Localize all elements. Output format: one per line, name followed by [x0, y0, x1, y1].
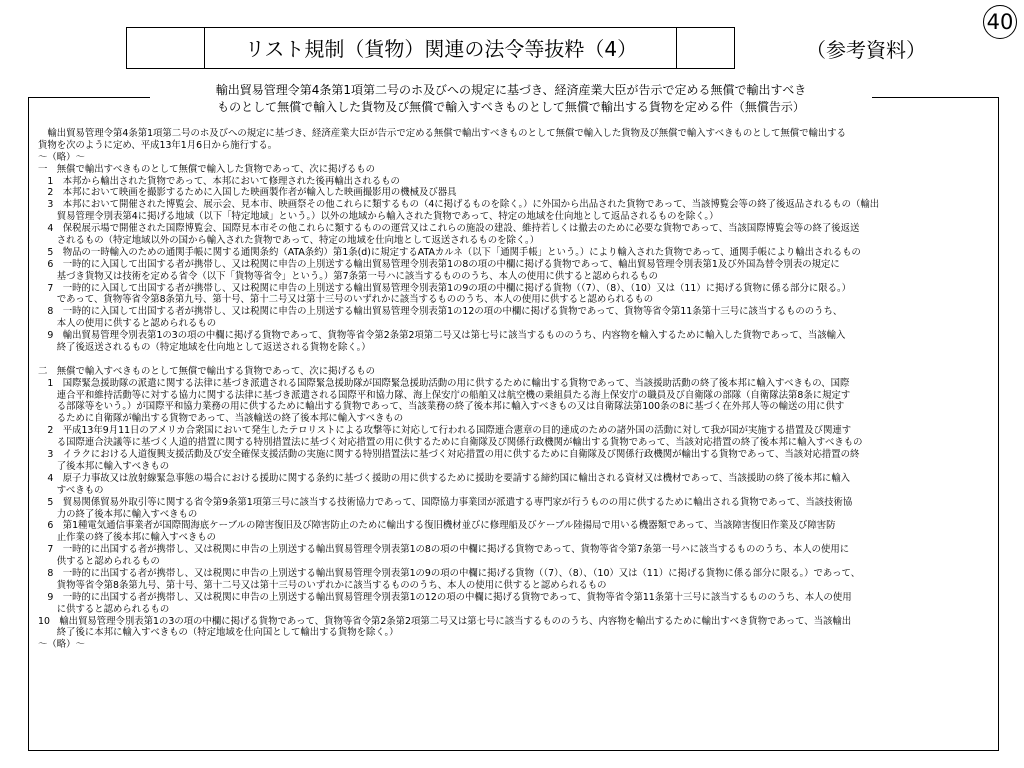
- body-line: に供すると認められるもの: [38, 603, 170, 615]
- body-line: 8 一時的に出国する者が携帯し、又は税関に申告の上別送する輸出貿易管理令別表第1の9の項の中欄に掲げる貨物（（7）、（8）、（10）又は（11）に掲げる貨物に係る部分に限る。）であって、: [38, 567, 861, 579]
- body-line: 連合平和維持活動等に対する協力に関する法律に基づき派遣される国際平和協力隊、海上保安庁の船舶又は航空機の乗組員たる海上保安庁の職員及び自衛隊の部隊（自衛隊法第8条に規定す: [38, 389, 851, 401]
- body-line: 供すると認められるもの: [38, 556, 160, 568]
- body-line: 終了後返送されるもの（特定地域を仕向地として返送される貨物を除く。）: [38, 342, 371, 354]
- body-line: 5 物品の一時輸入のための通関手帳に関する通関条約（ATA条約）第1条(d)に規定するATAカルネ（以下「通関手帳」という。）により輸入された貨物であって、通関手帳により輸出されるもの: [38, 246, 861, 258]
- body-line: 7 一時的に出国する者が携帯し、又は税関に申告の上別送する輸出貿易管理令別表第1の8の項の中欄に掲げる貨物であって、貨物等省令第7条第一号ハに該当するもののうち、本人の使用に: [38, 544, 850, 556]
- body-line: 2 平成13年9月11日のアメリカ合衆国において発生したテロリストによる攻撃等に対応して行われる国際連合憲章の目的達成のための諸外国の活動に対して我が国が実施する措置及び関連す: [38, 425, 852, 437]
- body-line: る国際連合決議等に基づく人道的措置に関する特別措置法に基づく対応措置の用に供するために自衛隊及び関係行政機関が輸出する貨物であって、当該対応措置の終了後本邦に輸入すべきもの: [38, 437, 863, 449]
- body-line: 4 保税展示場で開催された国際博覧会、国際見本市その他これらに類するものの運営又はこれらの施設の建設、維持若しくは撤去のために必要な貨物であって、当該国際博覧会等の終了後返送: [38, 223, 860, 235]
- body-line: 二 無償で輸入すべきものとして無償で輸出する貨物であって、次に掲げるもの: [38, 365, 376, 377]
- document-body: [38, 128, 993, 651]
- title-box: [126, 27, 735, 69]
- body-line: る部隊等をいう。）が国際平和協力業務の用に供するために輸出する貨物であって、当該業務の終了後本邦に輸入すべきもの又は自衛隊法第100条の8に基づく在外邦人等の輸送の用に供す: [38, 401, 845, 413]
- body-line: 3 イラクにおける人道復興支援活動及び安全確保支援活動の実施に関する特別措置法に基づく対応措置の用に供するために自衛隊及び関係行政機関が輸出する貨物であって、当該対応措置の終: [38, 449, 860, 461]
- body-line: 4 原子力事故又は放射線緊急事態の場合における援助に関する条約に基づく援助の用に供するために援助を要請する締約国に輸出される資材又は機材であって、当該援助の終了後本邦に輸入: [38, 472, 850, 484]
- body-line: 本人の使用に供すると認められるもの: [38, 318, 217, 330]
- caption-line: 輸出貿易管理令第4条第1項第二号のホ及びへの規定に基づき、経済産業大臣が告示で定める無償で輸出すべき: [215, 83, 807, 97]
- body-line: 一 無償で輸出すべきものとして無償で輸入した貨物であって、次に掲げるもの: [38, 163, 376, 175]
- body-line: 9 輸出貿易管理令別表第1の3の項の中欄に掲げる貨物であって、貨物等省令第2条第2項第二号又は第七号に該当するもののうち、内容物を輸入するために輸入した貨物であって、当該輸入: [38, 330, 846, 342]
- body-line: 7 一時的に入国して出国する者が携帯し、又は税関に申告の上別送する輸出貿易管理令別表第1の9の項の中欄に掲げる貨物（（7）、（8）、（10）又は（11）に掲げる貨物に係る部分に限る。）: [38, 282, 852, 294]
- body-line: るために自衛隊が輸出する貨物であって、当該輸送の終了後本邦に輸入すべきもの: [38, 413, 404, 425]
- body-line: 1 国際緊急援助隊の派遣に関する法律に基づき派遣される国際緊急援助隊が国際緊急援助活動の用に供するために輸出する貨物であって、当該援助活動の終了後本邦に輸入すべきもの、国際: [38, 377, 850, 389]
- body-line: 10 輸出貿易管理令別表第1の3の項の中欄に掲げる貨物であって、貨物等省令第2条第2項第二号又は第七号に該当するもののうち、内容物を輸出するために輸出すべき貨物であって、当該輸出: [38, 615, 852, 627]
- title-divider-left: [204, 28, 205, 68]
- body-line: 力の終了後本邦に輸入すべきもの: [38, 508, 198, 520]
- reference-label: （参考資料）: [806, 38, 926, 62]
- title-divider-right: [676, 28, 677, 68]
- body-line: すべきもの: [38, 484, 104, 496]
- body-line: 基づき貨物又は技術を定める省令（以下「貨物等省令」という。）第7条第一号ハに該当するもののうち、本人の使用に供すると認められるもの: [38, 270, 659, 282]
- page-title: リスト規制（貨物）関連の法令等抜粋（4）: [244, 37, 638, 61]
- body-line: [38, 354, 993, 366]
- body-line: 6 第1種電気通信事業者が国際間海底ケーブルの障害復旧及び障害防止のために輸出する復旧機材並びに修理船及びケーブル陸揚局で用いる機器類であって、当該障害復旧作業及び障害防: [38, 520, 836, 532]
- body-line: 貿易管理令別表第4に掲げる地域（以下「特定地域」という。）以外の地域から輸入された貨物であって、特定の地域を仕向地として返品されるものを除く。）: [38, 211, 719, 223]
- body-line: されるもの（特定地域以外の国から輸入された貨物であって、特定の地域を仕向地として返送されるものを除く。）: [38, 235, 540, 247]
- body-line: 2 本邦において映画を撮影するために入国した映画製作者が輸入した映画撮影用の機械及び器具: [38, 187, 457, 199]
- caption-line: ものとして無償で輸入した貨物及び無償で輸入すべきものとして無償で輸出する貨物を定める件（無償告示）: [217, 100, 805, 114]
- body-line: 止作業の終了後本邦に輸入すべきもの: [38, 532, 216, 544]
- page-number: 40: [986, 10, 1014, 34]
- body-line: 1 本邦から輸出された貨物であって、本邦において修理された後再輸出されるもの: [38, 175, 400, 187]
- body-line: 貨物を次のように定め、平成13年1月6日から施行する。: [38, 139, 278, 151]
- body-line: 8 一時的に入国して出国する者が携帯し、又は税関に申告の上別送する輸出貿易管理令別表第1の12の項の中欄に掲げる貨物であって、貨物等省令第11条第十三号に該当するもののうち、: [38, 306, 843, 318]
- body-line: 5 貿易関係貿易外取引等に関する省令第9条第1項第三号に該当する技術協力であって、国際協力事業団が派遣する専門家が行うものの用に供するために輸出される貨物であって、当該技術協: [38, 496, 853, 508]
- body-line: ～（略）～: [38, 639, 85, 651]
- body-line: 終了後に本邦に輸入すべきもの（特定地域を仕向国として輸出する貨物を除く。）: [38, 627, 399, 639]
- document-caption: [150, 82, 872, 116]
- body-line: 9 一時的に出国する者が携帯し、又は税関に申告の上別送する輸出貿易管理令別表第1の12の項の中欄に掲げる貨物であって、貨物等省令第11条第十三号に該当するもののうち、本人の使用: [38, 591, 852, 603]
- page-number-badge: [983, 5, 1017, 39]
- body-line: 了後本邦に輸入すべきもの: [38, 460, 170, 472]
- body-line: 貨物等省令第8条第九号、第十号、第十二号又は第十三号のいずれかに該当するもののうち、本人の使用に供すると認められるもの: [38, 579, 607, 591]
- body-line: 3 本邦において開催された博覧会、展示会、見本市、映画祭その他これらに類するもの（4に掲げるものを除く。）に外国から出品された貨物であって、当該博覧会等の終了後返品されるもの（輸出: [38, 199, 880, 211]
- body-line: 6 一時的に入国して出国する者が携帯し、又は税関に申告の上別送する輸出貿易管理令別表第1の8の項の中欄に掲げる貨物であって、輸出貿易管理令別表第1及び外国為替令別表の規定に: [38, 258, 840, 270]
- body-line: 輸出貿易管理令第4条第1項第二号のホ及びへの規定に基づき、経済産業大臣が告示で定める無償で輸出すべきものとして無償で輸入した貨物及び無償で輸入すべきものとして無償で輸出する: [38, 128, 847, 139]
- body-line: であって、貨物等省令第8条第九号、第十号、第十二号又は第十三号のいずれかに該当するもののうち、本人の使用に供すると認められるもの: [38, 294, 654, 306]
- body-line: ～（略）～: [38, 151, 85, 163]
